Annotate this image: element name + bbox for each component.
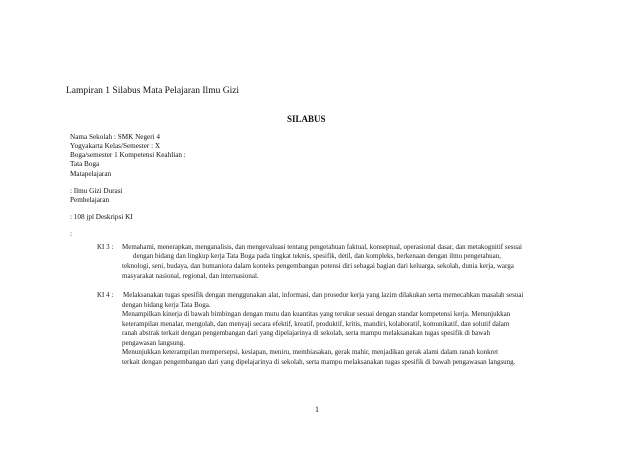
ki4-line: Menunjukkan keterampilan mempersepsi, kesiapan, meniru, membiasakan, gerak mahir, menjadikan gerak alami dalam ranah konkret — [122, 348, 499, 356]
page-number: 1 — [315, 405, 319, 414]
info-line: : Ilmu Gizi Durasi — [70, 187, 123, 195]
info-line: Yogyakarta Kelas/Semester : X — [70, 142, 161, 150]
ki4-line: keterampilan menalar, mengolah, dan menyaji secara efektif, kreatif, produktif, kritis, mandiri, kolaboratif, komunikatif, dan solutif dalam — [122, 320, 510, 328]
info-line: Matapelajaran — [70, 170, 112, 178]
info-line: Boga/semester 1 Kompetensi Keahlian : — [70, 151, 186, 159]
ki4-line: terkait dengan pengembangan dari yang dipelajarinya di sekolah, serta mampu melaksanakan tugas spesifik di bawah pengawasan langsung. — [122, 358, 516, 366]
info-line: : — [70, 230, 72, 238]
ki4-line: dengan bidang kerja Tata Boga. — [122, 301, 211, 309]
info-line: Tata Boga — [70, 160, 100, 168]
ki3-line: teknologi, seni, budaya, dan humaniora dalam konteks pengembangan potensi diri sebagai bagian dari keluarga, sekolah, dunia kerja, warga — [122, 262, 514, 270]
info-line: Pembelajaran — [70, 196, 110, 204]
ki3-line: Memahami, menerapkan, menganalisis, dan mengevaluasi tentang pengetahuan faktual, konseptual, operasional dasar, dan metakognitif sesuai — [122, 243, 522, 251]
info-line: Nama Sekolah : SMK Negeri 4 — [70, 133, 161, 141]
document-heading: SILABUS — [287, 114, 326, 124]
ki4-line: pengawasan langsung. — [122, 339, 185, 347]
ki4-label: KI 4 : — [97, 291, 114, 299]
ki3-label: KI 3 : — [97, 243, 114, 251]
ki3-line: masyarakat nasional, regional, dan internasional. — [122, 272, 259, 280]
info-line: : 108 jpl Deskripsi KI — [70, 213, 133, 221]
document-title: Lampiran 1 Silabus Mata Pelajaran Ilmu Gizi — [66, 86, 240, 96]
ki3-line: dengan bidang dan lingkup kerja Tata Boga pada tingkat teknis, spesifik, detil, dan kompleks, berkenaan dengan ilmu pengetahuan, — [133, 252, 501, 260]
ki4-line: Menampilkan kinerja di bawah bimbingan dengan mutu dan kuantitas yang terukur sesuai dengan standar kompetensi kerja. Menunjukkan — [122, 310, 511, 318]
ki4-line: Melaksanakan tugas spesifik dengan menggunakan alat, informasi, dan prosedur kerja yang lazim dilakukan serta memecahkan masalah sesuai — [123, 291, 524, 299]
ki4-line: ranah abstrak terkait dengan pengembangan dari yang dipelajarinya di sekolah, serta mampu melaksanakan tugas spesifik di bawah — [122, 329, 490, 337]
